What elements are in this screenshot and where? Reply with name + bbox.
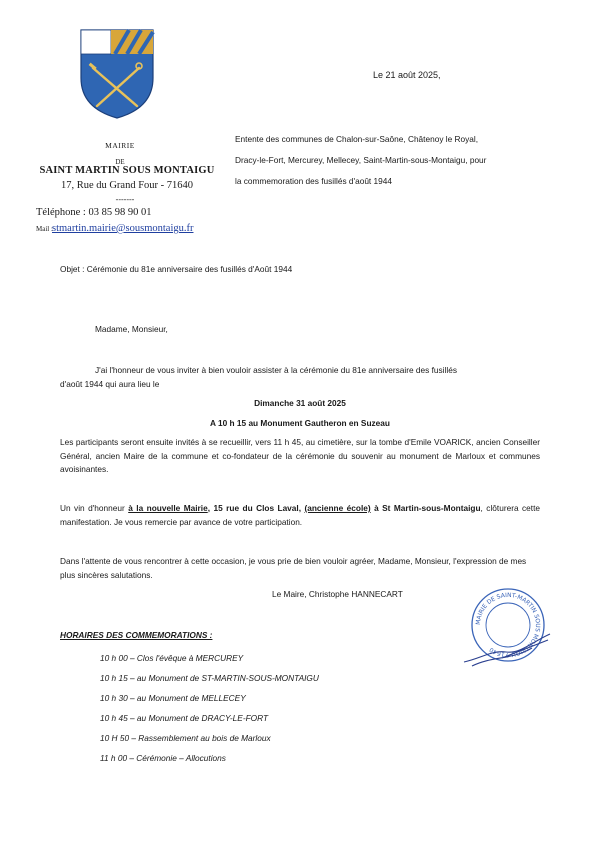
mairie-label: MAIRIE — [105, 141, 135, 150]
handwritten-signature — [462, 628, 552, 668]
participants-paragraph: Les participants seront ensuite invités à se recueillir, vers 11 h 45, au cimetière, sur la tombe d'Emile VOARICK, ancien Conseiller Général, ancien Maire de la commune et co-fondateur de la cérémonie du souvenir au monument de Marloux et communes avoisinantes. — [60, 437, 540, 474]
letter-purpose — [235, 129, 570, 192]
reception-paragraph — [60, 502, 540, 529]
letter-subject: Objet : Cérémonie du 81e anniversaire des fusillés d'Août 1944 — [60, 264, 293, 274]
purpose-line: la commemoration des fusillés d'août 1944 — [235, 176, 393, 186]
invitation-paragraph — [60, 364, 540, 391]
purpose-line: Dracy-le-Fort, Mercurey, Mellecey, Saint-Martin-sous-Montaigu, pour — [235, 155, 487, 165]
reception-address: , 15 rue du Clos Laval, — [207, 503, 305, 513]
event-date: Dimanche 31 août 2025 — [254, 398, 346, 408]
organization-name: SAINT MARTIN SOUS MONTAIGU — [39, 165, 215, 176]
invite-line: J'ai l'honneur de vous inviter à bien vouloir assister à la cérémonie du 81e anniversaire des fusillés — [95, 365, 457, 375]
schedule-item: 10 h 30 – au Monument de MELLECEY — [100, 693, 246, 703]
reception-former-school: (ancienne école) — [304, 503, 371, 513]
organization-address: 17, Rue du Grand Four - 71640 — [60, 180, 194, 191]
schedule-item: 10 h 00 – Clos l'évêque à MERCUREY — [100, 653, 244, 663]
event-place: A 10 h 15 au Monument Gautheron en Suzeau — [210, 418, 390, 428]
closing-paragraph: Dans l'attente de vous rencontrer à cette occasion, je vous prie de bien vouloir agréer, Madame, Monsieur, l'expression de mes plus sincères salutations. — [60, 556, 527, 580]
reception-text: Un vin d'honneur — [60, 503, 129, 513]
email-label: Mail : — [36, 225, 53, 233]
reception-town: à St Martin-sous-Montaigu — [370, 503, 481, 513]
letter-date: Le 21 août 2025, — [373, 70, 441, 80]
letter-salutation: Madame, Monsieur, — [95, 324, 168, 334]
purpose-line: Entente des communes de Chalon-sur-Saône, Châtenoy le Royal, — [235, 134, 479, 144]
signature-name: Le Maire, Christophe HANNECART — [272, 589, 403, 599]
invite-line: d'août 1944 qui aura lieu le — [60, 378, 160, 389]
schedule-item: 10 h 45 – au Monument de DRACY-LE-FORT — [100, 713, 269, 723]
schedule-item: 11 h 00 – Cérémonie – Allocutions — [100, 753, 226, 763]
stamp-text: MAIRIE DE SAINT-MARTIN SOUS MONTAIGU 71640 — [474, 591, 542, 659]
phone-number: Téléphone : 03 85 98 90 01 — [36, 207, 152, 218]
email-link[interactable]: stmartin.mairie@sousmontaigu.fr — [52, 223, 194, 234]
coat-of-arms-logo — [79, 28, 155, 120]
schedule-title: HORAIRES DES COMMEMORATIONS : — [60, 630, 213, 640]
header-separator: ------- — [115, 195, 135, 204]
schedule-item: 10 H 50 – Rassemblement au bois de Marloux — [100, 733, 271, 743]
schedule-item: 10 h 15 – au Monument de ST-MARTIN-SOUS-MONTAIGU — [100, 673, 319, 683]
mairie-de-label: DE — [115, 158, 125, 166]
reception-venue: à la nouvelle Mairie — [128, 503, 208, 513]
reception-closing-text: , clôturera cette manifestation. Je vous remercie par avance de votre participation. — [60, 503, 541, 527]
